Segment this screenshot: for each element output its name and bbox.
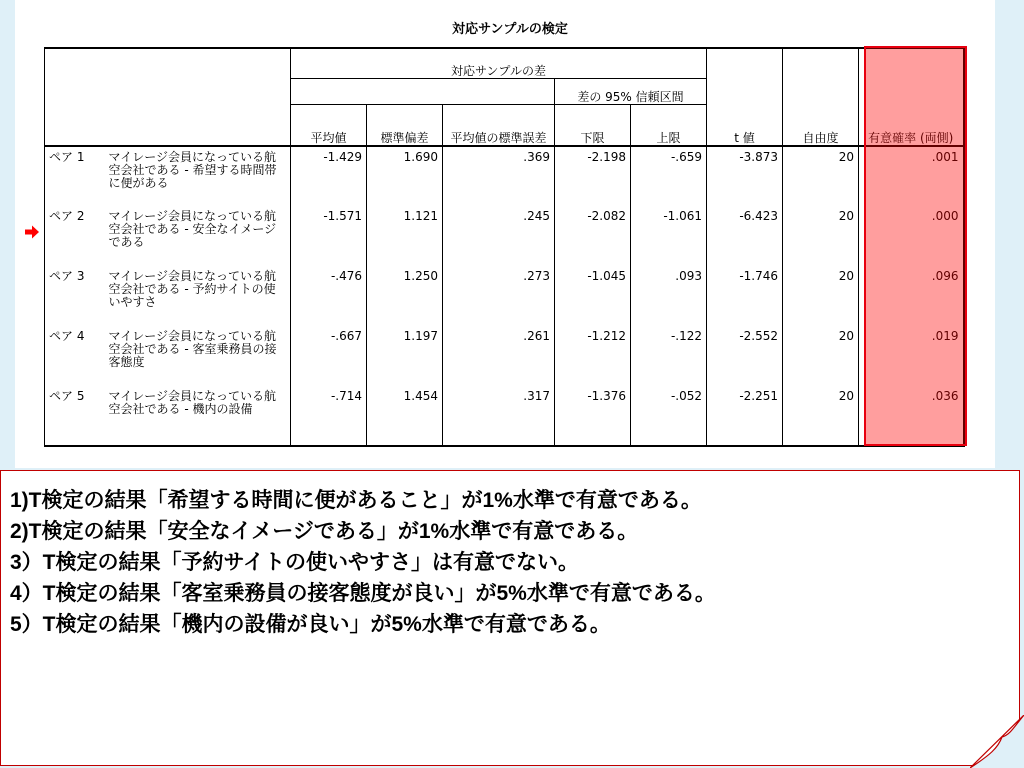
- cell-sd: 1.454: [367, 386, 443, 446]
- cell-t: -2.552: [707, 326, 783, 386]
- pair-description: マイレージ会員になっている航空会社である - 希望する時間帯に便がある: [105, 146, 291, 206]
- cell-upper: -1.061: [631, 206, 707, 266]
- cell-mean: -.476: [291, 266, 367, 326]
- cell-t: -6.423: [707, 206, 783, 266]
- cell-upper: -.052: [631, 386, 707, 446]
- pair-label: ペア 3: [45, 266, 105, 326]
- cell-lower: -2.198: [555, 146, 631, 206]
- conclusion-item: 3）T検定の結果「予約サイトの使いやすさ」は有意でない。: [10, 551, 580, 574]
- cell-t: -1.746: [707, 266, 783, 326]
- header-sig: 有意確率 (両側): [859, 48, 964, 146]
- cell-mean: -1.429: [291, 146, 367, 206]
- header-mean: 平均値: [291, 104, 367, 146]
- corner-header: [45, 48, 291, 146]
- pair-label: ペア 1: [45, 146, 105, 206]
- cell-sd: 1.197: [367, 326, 443, 386]
- cell-df: 20: [783, 326, 859, 386]
- table-row: [45, 146, 964, 206]
- cell-t: -3.873: [707, 146, 783, 206]
- arrow-right-icon: [24, 224, 40, 240]
- cell-se: .261: [443, 326, 555, 386]
- cell-sig: .096: [859, 266, 964, 326]
- conclusions-list: [1, 471, 1019, 640]
- conclusion-item: 2)T検定の結果「安全なイメージである」が1%水準で有意である。: [10, 520, 639, 543]
- cell-se: .317: [443, 386, 555, 446]
- cell-df: 20: [783, 146, 859, 206]
- cell-lower: -2.082: [555, 206, 631, 266]
- cell-sig: .036: [859, 386, 964, 446]
- table-row: [45, 326, 964, 386]
- cell-mean: -.667: [291, 326, 367, 386]
- cell-sd: 1.690: [367, 146, 443, 206]
- pair-description: マイレージ会員になっている航空会社である - 予約サイトの使いやすさ: [105, 266, 291, 326]
- cell-sd: 1.250: [367, 266, 443, 326]
- cell-se: .245: [443, 206, 555, 266]
- header-t: t 値: [707, 48, 783, 146]
- cell-sig: .000: [859, 206, 964, 266]
- header-sd: 標準偏差: [367, 104, 443, 146]
- cell-t: -2.251: [707, 386, 783, 446]
- header-ci: 差の 95% 信頼区間: [555, 78, 707, 104]
- cell-mean: -.714: [291, 386, 367, 446]
- conclusions-box: [0, 470, 1020, 766]
- pair-label: ペア 2: [45, 206, 105, 266]
- cell-sig: .001: [859, 146, 964, 206]
- cell-df: 20: [783, 206, 859, 266]
- pair-label: ペア 4: [45, 326, 105, 386]
- cell-se: .273: [443, 266, 555, 326]
- conclusion-item: 1)T検定の結果「希望する時間に便があること」が1%水準で有意である。: [10, 489, 702, 512]
- cell-upper: -.122: [631, 326, 707, 386]
- pair-label: ペア 5: [45, 386, 105, 446]
- header-paired-differences: 対応サンプルの差: [291, 48, 707, 78]
- cell-lower: -1.376: [555, 386, 631, 446]
- pair-description: マイレージ会員になっている航空会社である - 機内の設備: [105, 386, 291, 446]
- table-row: [45, 206, 964, 266]
- page-curl-icon: [970, 715, 1024, 768]
- conclusion-item: 4）T検定の結果「客室乗務員の接客態度が良い」が5%水準で有意である。: [10, 582, 716, 605]
- table-title: 対応サンプルの検定: [452, 22, 568, 37]
- cell-upper: .093: [631, 266, 707, 326]
- table-row: [45, 386, 964, 446]
- cell-sd: 1.121: [367, 206, 443, 266]
- header-lower: 下限: [555, 104, 631, 146]
- pair-description: マイレージ会員になっている航空会社である - 安全なイメージである: [105, 206, 291, 266]
- conclusion-item: 5）T検定の結果「機内の設備が良い」が5%水準で有意である。: [10, 613, 611, 636]
- cell-se: .369: [443, 146, 555, 206]
- pair-description: マイレージ会員になっている航空会社である - 客室乗務員の接客態度: [105, 326, 291, 386]
- header-se: 平均値の標準誤差: [443, 104, 555, 146]
- header-blank: [291, 78, 555, 104]
- cell-sig: .019: [859, 326, 964, 386]
- cell-df: 20: [783, 266, 859, 326]
- table-row: [45, 266, 964, 326]
- cell-lower: -1.212: [555, 326, 631, 386]
- cell-upper: -.659: [631, 146, 707, 206]
- paired-samples-test-table: [44, 47, 965, 447]
- header-df: 自由度: [783, 48, 859, 146]
- header-upper: 上限: [631, 104, 707, 146]
- cell-mean: -1.571: [291, 206, 367, 266]
- cell-lower: -1.045: [555, 266, 631, 326]
- cell-df: 20: [783, 386, 859, 446]
